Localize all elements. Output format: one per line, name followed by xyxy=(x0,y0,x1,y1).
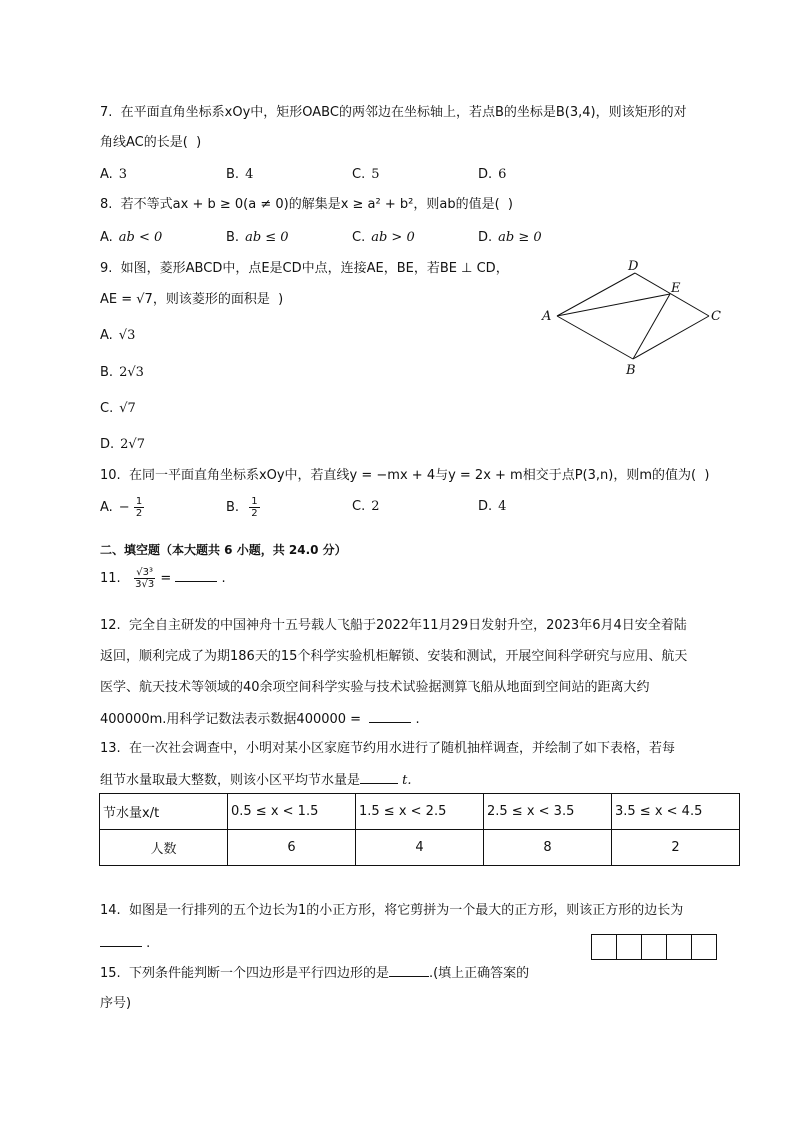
vertex-label-e: E xyxy=(671,281,681,296)
q7-option-d: D. 6 xyxy=(478,167,507,182)
vertex-label-a: A xyxy=(542,309,552,324)
table-cell: 2 xyxy=(612,830,740,866)
q9-option-d: D. 2√7 xyxy=(100,437,145,452)
vertex-label-b: B xyxy=(626,363,636,378)
q8-line1: 8. 若不等式ax + b ≥ 0(a ≠ 0)的解集是x ≥ a² + b²，则ab的值是( ) xyxy=(100,197,513,212)
section-heading: 二、填空题（本大题共 6 小题，共 24.0 分） xyxy=(100,543,347,557)
q15-line2: 序号) xyxy=(100,996,132,1011)
unit-square xyxy=(641,934,667,960)
table-cell: 8 xyxy=(484,830,612,866)
five-squares-figure xyxy=(592,934,717,960)
q9-option-a: A. √3 xyxy=(100,328,136,343)
table-cell: 1.5 ≤ x < 2.5 xyxy=(356,794,484,830)
q13-line2: 组节水量取最大整数，则该小区平均节水量是 t. xyxy=(100,773,412,788)
table-count-label: 人数 xyxy=(100,830,228,866)
q13-line1: 13. 在一次社会调查中，小明对某小区家庭节约用水进行了随机抽样调查，并绘制了如下表格，若每 xyxy=(100,741,675,756)
table-cell: 0.5 ≤ x < 1.5 xyxy=(228,794,356,830)
q12-line4: 400000m.用科学记数法表示数据400000 = . xyxy=(100,712,420,727)
q12-answer-blank[interactable] xyxy=(369,710,411,723)
table-cell: 4 xyxy=(356,830,484,866)
q13-answer-blank[interactable] xyxy=(360,771,398,784)
q11-answer-blank[interactable] xyxy=(175,569,217,582)
q15-answer-blank[interactable] xyxy=(389,964,429,977)
q10-option-b: B. $\frac{1}{2}$ xyxy=(226,496,258,519)
q8-option-a: A. ab < 0 xyxy=(100,230,163,245)
q9-option-b: B. 2√3 xyxy=(100,365,144,380)
q10-line1: 10. 在同一平面直角坐标系xOy中，若直线y = −mx + 4与y = 2x + m相交于点P(3,n)，则m的值为( ) xyxy=(100,468,710,483)
rhombus-figure xyxy=(535,252,730,382)
table-header-label: 节水量x/t xyxy=(100,794,228,830)
q9-option-c: C. √7 xyxy=(100,401,136,416)
q9-line1: 9. 如图，菱形ABCD中，点E是CD中点，连接AE，BE，若BE ⊥ CD， xyxy=(100,261,509,276)
vertex-label-d: D xyxy=(628,259,639,274)
table-cell: 6 xyxy=(228,830,356,866)
q14-line2: . xyxy=(100,934,150,953)
q12-line3: 医学、航天技术等领域的40余项空间科学实验与技术试验据测算飞船从地面到空间站的距离大约 xyxy=(100,680,650,695)
unit-square xyxy=(616,934,642,960)
q8-option-b: B. ab ≤ 0 xyxy=(226,230,289,245)
table-cell: 2.5 ≤ x < 3.5 xyxy=(484,794,612,830)
vertex-label-c: C xyxy=(711,309,721,324)
table-row xyxy=(100,794,740,830)
q10-option-d: D. 4 xyxy=(478,499,507,514)
q8-option-c: C. ab > 0 xyxy=(352,230,415,245)
q10-option-c: C. 2 xyxy=(352,499,380,514)
q15-line1: 15. 下列条件能判断一个四边形是平行四边形的是 .(填上正确答案的 xyxy=(100,966,530,981)
q12-line1: 12. 完全自主研发的中国神舟十五号载人飞船于2022年11月29日发射升空，2023年6月4日安全着陆 xyxy=(100,618,687,633)
unit-square xyxy=(591,934,617,960)
q9-line2: AE = √7，则该菱形的面积是 ) xyxy=(100,292,284,307)
q7-option-b: B. 4 xyxy=(226,167,254,182)
q14-line1: 14. 如图是一行排列的五个边长为1的小正方形，将它剪拼为一个最大的正方形，则该正方形的边长为 xyxy=(100,903,684,918)
unit-square xyxy=(666,934,692,960)
table-row xyxy=(100,830,740,866)
water-saving-table xyxy=(99,793,740,866)
q14-answer-blank[interactable] xyxy=(100,934,142,947)
q12-line2: 返回，顺利完成了为期186天的15个科学实验机柜解锁、安装和测试，开展空间科学研究与应用、航天 xyxy=(100,649,688,664)
q10-option-a: A. − $\frac{1}{2}$ xyxy=(100,496,143,519)
q8-option-d: D. ab ≥ 0 xyxy=(478,230,542,245)
table-cell: 3.5 ≤ x < 4.5 xyxy=(612,794,740,830)
q7-option-c: C. 5 xyxy=(352,167,380,182)
q7-line1: 7. 在平面直角坐标系xOy中，矩形OABC的两邻边在坐标轴上，若点B的坐标是B(3,4)，则该矩形的对 xyxy=(100,105,687,120)
q7-line2: 角线AC的长是( ) xyxy=(100,135,202,150)
unit-square xyxy=(691,934,717,960)
q7-option-a: A. 3 xyxy=(100,167,128,182)
q11-line: 11. $\frac{\text{√3³}}{3√3}$ = . xyxy=(100,567,226,590)
